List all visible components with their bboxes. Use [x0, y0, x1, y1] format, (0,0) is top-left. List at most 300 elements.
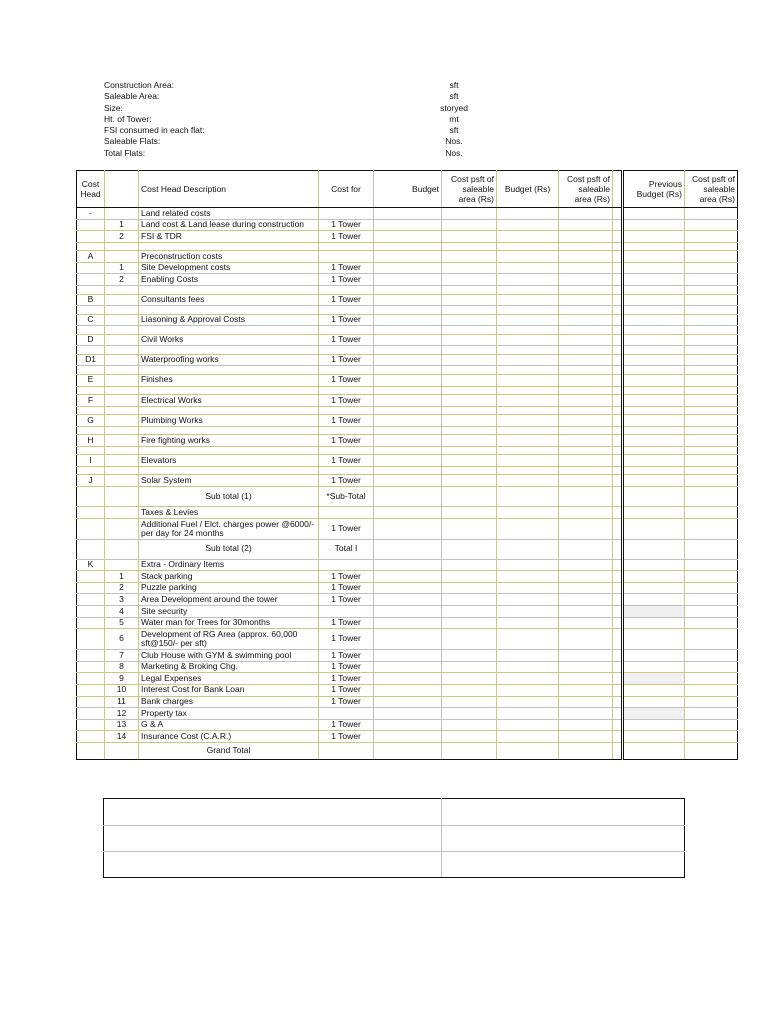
table-row — [77, 415, 738, 427]
cost-psft-cell — [442, 242, 497, 251]
budget-rs-cell — [497, 559, 559, 571]
cost-head-cell — [77, 518, 105, 539]
cost-for-cell: 1 Tower — [319, 314, 374, 326]
table-row — [77, 435, 738, 447]
spacer-row — [77, 406, 738, 415]
item-number-cell — [105, 466, 139, 475]
cost-for-cell: 1 Tower — [319, 274, 374, 286]
description-cell: Land cost & Land lease during construction — [139, 219, 319, 231]
previous-budget-cell — [623, 219, 685, 231]
extra-item-row — [77, 708, 738, 720]
cost-head-cell: G — [77, 415, 105, 427]
cost-psft-cell — [685, 262, 738, 274]
budget-cell — [374, 446, 442, 455]
previous-budget-cell — [623, 286, 685, 295]
item-number-cell: 8 — [105, 661, 139, 673]
cost-psft-cell — [685, 242, 738, 251]
description-cell — [139, 306, 319, 315]
item-number-cell: 1 — [105, 262, 139, 274]
cost-for-cell — [319, 326, 374, 335]
budget-rs-cell — [497, 374, 559, 386]
cost-for-cell — [319, 426, 374, 435]
description-cell: Elevators — [139, 455, 319, 467]
separator-cell — [613, 251, 623, 263]
info-label: Saleable Area: — [104, 91, 160, 102]
cost-psft-cell — [442, 455, 497, 467]
budget-rs-cell — [497, 487, 559, 507]
cost-psft-cell — [442, 582, 497, 594]
cost-budget-table — [76, 170, 738, 760]
budget-rs-cell — [497, 719, 559, 731]
spacer-row — [77, 386, 738, 395]
description-cell: Electrical Works — [139, 395, 319, 407]
previous-budget-cell — [623, 594, 685, 606]
budget-cell — [374, 696, 442, 708]
cost-psft-cell — [559, 719, 613, 731]
cost-head-cell: - — [77, 208, 105, 220]
spacer-row — [77, 446, 738, 455]
description-cell — [139, 426, 319, 435]
item-number-cell: 2 — [105, 231, 139, 243]
budget-rs-cell — [497, 673, 559, 685]
previous-budget-cell — [623, 475, 685, 487]
description-cell: Site Development costs — [139, 262, 319, 274]
budget-cell — [374, 406, 442, 415]
info-label: Size: — [104, 102, 123, 113]
previous-budget-cell — [623, 262, 685, 274]
description-cell: Fire fighting works — [139, 435, 319, 447]
budget-rs-cell — [497, 475, 559, 487]
cost-for-cell — [319, 346, 374, 355]
item-number-cell — [105, 208, 139, 220]
cost-psft-cell — [685, 455, 738, 467]
cost-head-cell — [77, 629, 105, 650]
cost-psft-cell — [685, 708, 738, 720]
cost-psft-cell — [442, 314, 497, 326]
item-number-cell — [105, 314, 139, 326]
budget-rs-cell — [497, 446, 559, 455]
previous-budget-cell — [623, 696, 685, 708]
extra-item-row — [77, 617, 738, 629]
description-cell: Land related costs — [139, 208, 319, 220]
cost-psft-cell — [559, 346, 613, 355]
separator-cell — [613, 374, 623, 386]
separator-cell — [613, 539, 623, 559]
previous-budget-cell — [623, 507, 685, 519]
item-number-cell: 3 — [105, 594, 139, 606]
spacer-row — [77, 242, 738, 251]
cost-psft-cell — [685, 466, 738, 475]
cost-psft-cell — [442, 446, 497, 455]
cost-psft-cell — [685, 294, 738, 306]
cost-head-cell — [77, 242, 105, 251]
cost-head-cell — [77, 219, 105, 231]
cost-psft-cell — [685, 346, 738, 355]
cost-psft-cell — [685, 274, 738, 286]
item-number-cell: 7 — [105, 650, 139, 662]
cost-psft-cell — [559, 617, 613, 629]
description-cell: Enabling Costs — [139, 274, 319, 286]
cost-psft-cell — [559, 435, 613, 447]
budget-rs-cell — [497, 684, 559, 696]
signature-cell — [442, 852, 685, 878]
signature-cell — [104, 852, 442, 878]
item-number-cell — [105, 354, 139, 366]
previous-budget-cell — [623, 306, 685, 315]
cost-psft-cell — [685, 605, 738, 617]
cost-psft-cell — [685, 742, 738, 759]
description-cell: Area Development around the tower — [139, 594, 319, 606]
cost-psft-cell — [442, 696, 497, 708]
budget-cell — [374, 507, 442, 519]
info-unit: sft — [449, 91, 459, 102]
separator-cell — [613, 262, 623, 274]
previous-budget-cell — [623, 487, 685, 507]
previous-budget-cell — [623, 334, 685, 346]
cost-psft-cell — [559, 354, 613, 366]
item-number-cell — [105, 386, 139, 395]
cost-for-cell: 1 Tower — [319, 731, 374, 743]
description-cell: FSI & TDR — [139, 231, 319, 243]
separator-cell — [613, 314, 623, 326]
cost-for-cell: 1 Tower — [319, 696, 374, 708]
item-number-cell: 4 — [105, 605, 139, 617]
subtotal-1-for: *Sub-Total — [319, 487, 374, 507]
budget-cell — [374, 415, 442, 427]
cost-psft-cell — [685, 673, 738, 685]
cost-psft-cell — [685, 696, 738, 708]
cost-psft-cell — [559, 334, 613, 346]
cost-head-cell: J — [77, 475, 105, 487]
cost-for-cell: 1 Tower — [319, 334, 374, 346]
table-row — [77, 231, 738, 243]
budget-cell — [374, 719, 442, 731]
table-row — [77, 294, 738, 306]
cost-psft-cell — [442, 673, 497, 685]
budget-cell — [374, 395, 442, 407]
cost-head-cell — [77, 386, 105, 395]
previous-budget-cell — [623, 446, 685, 455]
budget-rs-cell — [497, 650, 559, 662]
budget-rs-cell — [497, 274, 559, 286]
cost-for-cell: 1 Tower — [319, 684, 374, 696]
cost-head-cell — [77, 231, 105, 243]
separator-cell — [613, 306, 623, 315]
cost-psft-cell — [442, 539, 497, 559]
cost-head-cell — [77, 539, 105, 559]
cost-psft-cell — [559, 446, 613, 455]
cost-psft-cell — [442, 475, 497, 487]
info-row — [104, 148, 504, 159]
info-unit: Nos. — [445, 136, 463, 147]
cost-psft-cell — [685, 406, 738, 415]
cost-psft-cell — [559, 650, 613, 662]
separator-cell — [613, 487, 623, 507]
separator-cell — [613, 594, 623, 606]
cost-psft-cell — [442, 406, 497, 415]
cost-for-cell: 1 Tower — [319, 719, 374, 731]
budget-rs-cell — [497, 731, 559, 743]
spacer-row — [77, 306, 738, 315]
budget-rs-cell — [497, 518, 559, 539]
previous-budget-cell — [623, 374, 685, 386]
signature-row — [104, 799, 685, 826]
cost-for-cell: 1 Tower — [319, 673, 374, 685]
cost-for-cell: 1 Tower — [319, 650, 374, 662]
budget-cell — [374, 629, 442, 650]
cost-psft-cell — [559, 475, 613, 487]
cost-head-cell — [77, 684, 105, 696]
budget-rs-cell — [497, 696, 559, 708]
cost-psft-cell — [685, 354, 738, 366]
description-cell: Site security — [139, 605, 319, 617]
cost-psft-cell — [559, 466, 613, 475]
extra-item-row — [77, 650, 738, 662]
info-label: Total Flats: — [104, 147, 146, 158]
separator-cell — [613, 294, 623, 306]
budget-cell — [374, 731, 442, 743]
description-cell: Liasoning & Approval Costs — [139, 314, 319, 326]
budget-cell — [374, 426, 442, 435]
extra-item-row — [77, 731, 738, 743]
cost-psft-cell — [559, 487, 613, 507]
description-cell: G & A — [139, 719, 319, 731]
cost-head-cell — [77, 594, 105, 606]
signature-row — [104, 852, 685, 878]
description-cell: Development of RG Area (approx. 60,000 sft@150/- per sft) — [139, 629, 319, 650]
budget-rs-cell — [497, 539, 559, 559]
info-row — [104, 114, 504, 125]
cost-psft-cell — [559, 629, 613, 650]
description-cell: Additional Fuel / Elct. charges power @6000/- per day for 24 months — [139, 518, 319, 539]
cost-psft-cell — [685, 661, 738, 673]
cost-psft-cell — [442, 395, 497, 407]
budget-rs-cell — [497, 346, 559, 355]
budget-rs-cell — [497, 406, 559, 415]
description-cell: Finishes — [139, 374, 319, 386]
cost-head-cell: D — [77, 334, 105, 346]
cost-psft-cell — [685, 251, 738, 263]
budget-rs-cell — [497, 594, 559, 606]
separator-cell — [613, 286, 623, 295]
budget-rs-cell — [497, 314, 559, 326]
budget-rs-cell — [497, 231, 559, 243]
cost-psft-cell — [559, 386, 613, 395]
cost-psft-cell — [559, 539, 613, 559]
previous-budget-cell — [623, 426, 685, 435]
item-number-cell — [105, 475, 139, 487]
description-cell: Club House with GYM & swimming pool — [139, 650, 319, 662]
budget-rs-cell — [497, 386, 559, 395]
previous-budget-cell — [623, 326, 685, 335]
cost-for-cell: 1 Tower — [319, 475, 374, 487]
cost-psft-cell — [442, 334, 497, 346]
extra-item-row — [77, 661, 738, 673]
cost-head-cell — [77, 582, 105, 594]
separator-cell — [613, 231, 623, 243]
previous-budget-cell — [623, 466, 685, 475]
description-cell: Property tax — [139, 708, 319, 720]
description-cell — [139, 446, 319, 455]
cost-psft-cell — [559, 286, 613, 295]
budget-rs-cell — [497, 455, 559, 467]
cost-for-cell: 1 Tower — [319, 582, 374, 594]
item-number-cell — [105, 395, 139, 407]
separator-cell — [613, 446, 623, 455]
previous-budget-cell — [623, 231, 685, 243]
previous-budget-cell — [623, 251, 685, 263]
budget-cell — [374, 708, 442, 720]
item-number-cell — [105, 426, 139, 435]
col-previous-budget: Previous Budget (Rs) — [623, 171, 685, 208]
description-cell: Extra - Ordinary Items — [139, 559, 319, 571]
previous-budget-cell — [623, 346, 685, 355]
budget-cell — [374, 605, 442, 617]
cost-head-cell: C — [77, 314, 105, 326]
cost-psft-cell — [442, 426, 497, 435]
cost-psft-cell — [685, 366, 738, 375]
cost-for-cell: 1 Tower — [319, 661, 374, 673]
description-cell — [139, 366, 319, 375]
budget-cell — [374, 559, 442, 571]
cost-psft-cell — [685, 374, 738, 386]
cost-psft-cell — [685, 594, 738, 606]
spacer-row — [77, 326, 738, 335]
budget-rs-cell — [497, 617, 559, 629]
separator-cell — [613, 475, 623, 487]
cost-head-cell — [77, 731, 105, 743]
previous-budget-cell — [623, 406, 685, 415]
cost-psft-cell — [559, 415, 613, 427]
cost-psft-cell — [442, 629, 497, 650]
cost-psft-cell — [559, 455, 613, 467]
cost-psft-cell — [559, 374, 613, 386]
cost-psft-cell — [685, 446, 738, 455]
separator-cell — [613, 650, 623, 662]
item-number-cell — [105, 374, 139, 386]
cost-for-cell — [319, 386, 374, 395]
cost-for-cell — [319, 507, 374, 519]
subtotal-2-label: Sub total (2) — [139, 539, 319, 559]
previous-budget-cell — [623, 435, 685, 447]
cost-for-cell: 1 Tower — [319, 629, 374, 650]
extra-item-row — [77, 605, 738, 617]
col-cost-psft-1: Cost psft of saleable area (Rs) — [442, 171, 497, 208]
cost-for-cell: 1 Tower — [319, 395, 374, 407]
separator-cell — [613, 208, 623, 220]
table-row — [77, 354, 738, 366]
grand-total-label: Grand Total — [139, 742, 319, 759]
signature-row — [104, 826, 685, 852]
cost-psft-cell — [442, 354, 497, 366]
table-row — [77, 334, 738, 346]
cost-for-cell: 1 Tower — [319, 262, 374, 274]
budget-rs-cell — [497, 286, 559, 295]
cost-psft-cell — [559, 219, 613, 231]
separator-cell — [613, 219, 623, 231]
info-unit: mt — [449, 113, 459, 124]
table-row — [77, 314, 738, 326]
previous-budget-cell — [623, 731, 685, 743]
cost-for-cell — [319, 251, 374, 263]
spacer-row — [77, 466, 738, 475]
cost-psft-cell — [559, 306, 613, 315]
cost-psft-cell — [442, 415, 497, 427]
separator-cell — [613, 406, 623, 415]
budget-rs-cell — [497, 306, 559, 315]
cost-head-cell — [77, 346, 105, 355]
separator-cell — [613, 507, 623, 519]
item-number-cell — [105, 334, 139, 346]
item-number-cell — [105, 455, 139, 467]
cost-psft-cell — [559, 684, 613, 696]
cost-head-cell — [77, 286, 105, 295]
budget-rs-cell — [497, 742, 559, 759]
cost-psft-cell — [442, 605, 497, 617]
item-number-cell — [105, 366, 139, 375]
previous-budget-cell — [623, 708, 685, 720]
separator-cell — [613, 605, 623, 617]
item-number-cell — [105, 415, 139, 427]
cost-head-cell: I — [77, 455, 105, 467]
subtotal-2-for: Total I — [319, 539, 374, 559]
col-num — [105, 171, 139, 208]
project-info — [104, 80, 504, 159]
cost-psft-cell — [442, 366, 497, 375]
table-row — [77, 455, 738, 467]
cost-psft-cell — [685, 306, 738, 315]
description-cell: Bank charges — [139, 696, 319, 708]
cost-head-cell — [77, 719, 105, 731]
budget-cell — [374, 306, 442, 315]
cost-psft-cell — [442, 571, 497, 583]
previous-budget-cell — [623, 559, 685, 571]
col-budget: Budget — [374, 171, 442, 208]
item-number-cell — [105, 446, 139, 455]
info-label: Construction Area: — [104, 80, 174, 90]
extra-item-row — [77, 582, 738, 594]
cost-for-cell — [319, 406, 374, 415]
cost-psft-cell — [442, 742, 497, 759]
cost-psft-cell — [442, 294, 497, 306]
cost-psft-cell — [442, 286, 497, 295]
cost-psft-cell — [559, 314, 613, 326]
previous-budget-cell — [623, 274, 685, 286]
info-label: FSI consumed in each flat: — [104, 125, 205, 136]
cost-head-cell — [77, 446, 105, 455]
cost-psft-cell — [559, 274, 613, 286]
signature-cell — [104, 799, 442, 826]
cost-psft-cell — [685, 326, 738, 335]
budget-rs-cell — [497, 661, 559, 673]
separator-cell — [613, 582, 623, 594]
cost-head-cell — [77, 673, 105, 685]
previous-budget-cell — [623, 539, 685, 559]
cost-head-cell: B — [77, 294, 105, 306]
cost-head-cell — [77, 571, 105, 583]
description-cell — [139, 346, 319, 355]
description-cell — [139, 326, 319, 335]
cost-psft-cell — [685, 219, 738, 231]
cost-psft-cell — [442, 684, 497, 696]
separator-cell — [613, 346, 623, 355]
info-row — [104, 80, 504, 91]
previous-budget-cell — [623, 242, 685, 251]
info-unit: sft — [449, 80, 459, 90]
info-unit: storyed — [440, 102, 468, 113]
cost-psft-cell — [442, 487, 497, 507]
cost-for-cell — [319, 466, 374, 475]
